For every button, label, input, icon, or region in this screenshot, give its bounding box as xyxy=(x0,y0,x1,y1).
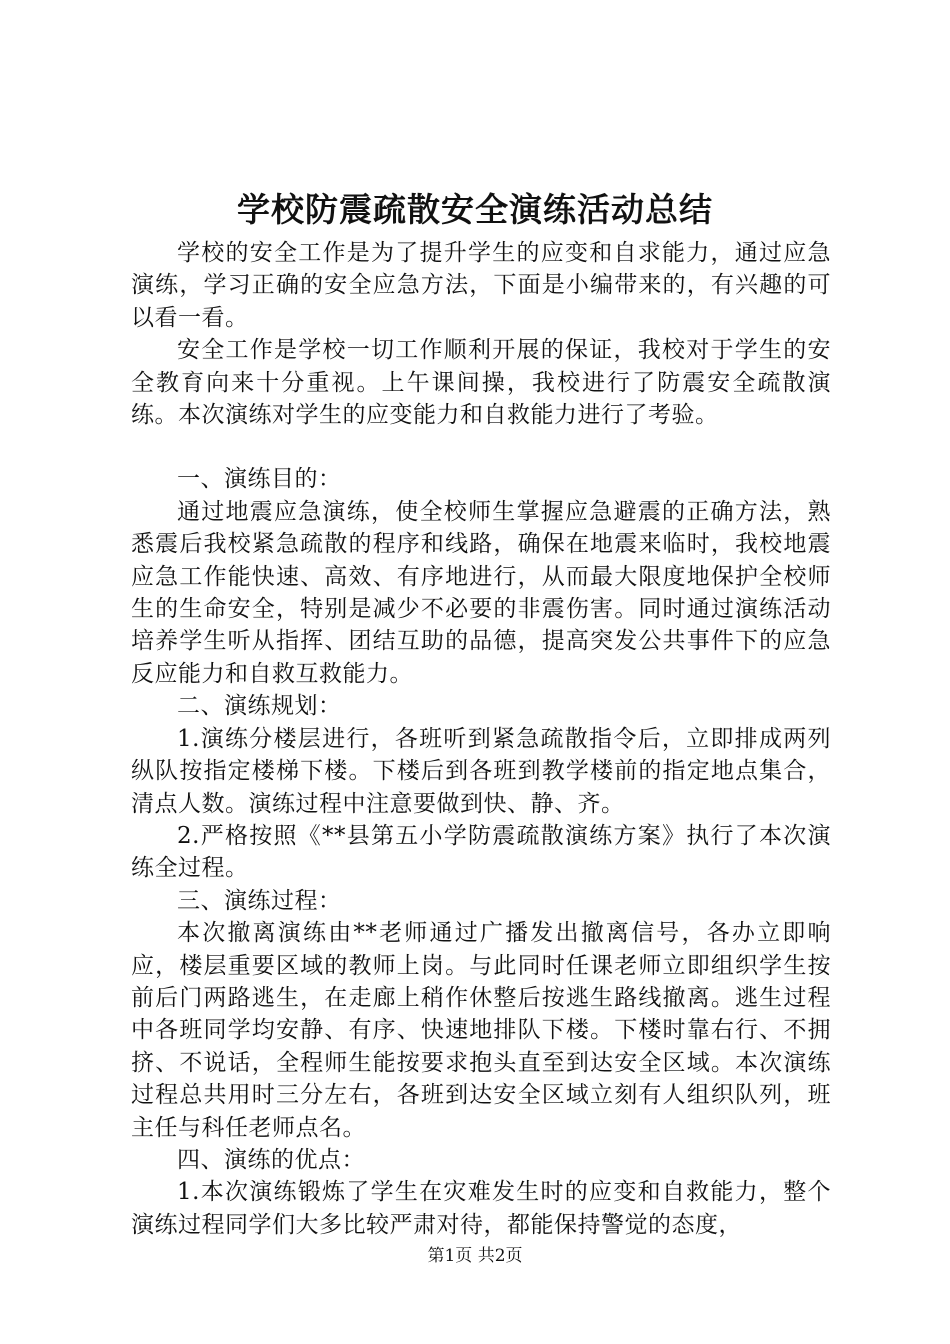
document-title: 学校防震疏散安全演练活动总结 xyxy=(237,190,713,229)
section-heading-purpose: 一、演练目的： xyxy=(177,466,342,493)
paragraph-purpose: 通过地震应急演练，使全校师生掌握应急避震的正确方法，熟悉震后我校紧急疏散的程序和线路，确保在地震来临时，我校地震应急工作能快速、高效、有序地进行，从而最大限度地保护全校师生的生命安全，特别是减少不必要的非震伤害。同时通过演练活动培养学生听从指挥、团结互助的品德，提高突发公共事件下的应急反应能力和自救互救能力。 xyxy=(131,498,831,687)
paragraph-spacer xyxy=(131,431,831,463)
paragraph-plan-2: 2.严格按照《**县第五小学防震疏散演练方案》执行了本次演练全过程。 xyxy=(131,822,831,882)
section-heading-process: 三、演练过程： xyxy=(177,887,342,914)
page-footer: 第1页 共2页 xyxy=(427,1246,523,1266)
paragraph-strengths-1: 1.本次演练锻炼了学生在灾难发生时的应变和自救能力，整个演练过程同学们大多比较严肃对待，都能保持警觉的态度， xyxy=(131,1179,831,1238)
paragraph-plan-1: 1.演练分楼层进行，各班听到紧急疏散指令后，立即排成两列纵队按指定楼梯下楼。下楼后到各班到教学楼前的指定地点集合，清点人数。演练过程中注意要做到快、静、齐。 xyxy=(131,725,831,817)
section-heading-plan: 二、演练规划： xyxy=(177,693,342,720)
paragraph-process: 本次撤离演练由**老师通过广播发出撤离信号，各办立即响应，楼层重要区域的教师上岗。与此同时任课老师立即组织学生按前后门两路逃生，在走廊上稍作休整后按逃生路线撤离。逃生过程中各班同学均安静、有序、快速地排队下楼。下楼时靠右行、不拥挤、不说话，全程师生能按要求抱头直至到达安全区域。本次演练过程总共用时三分左右，各班到达安全区域立刻有人组织队列，班主任与科任老师点名。 xyxy=(131,920,831,1141)
paragraph-overview: 安全工作是学校一切工作顺利开展的保证，我校对于学生的安全教育向来十分重视。上午课间操，我校进行了防震安全疏散演练。本次演练对学生的应变能力和自救能力进行了考验。 xyxy=(131,337,831,429)
section-heading-strengths: 四、演练的优点： xyxy=(177,1146,365,1173)
document-body xyxy=(131,237,831,1241)
paragraph-intro: 学校的安全工作是为了提升学生的应变和自求能力，通过应急演练，学习正确的安全应急方法，下面是小编带来的，有兴趣的可以看一看。 xyxy=(131,240,831,331)
